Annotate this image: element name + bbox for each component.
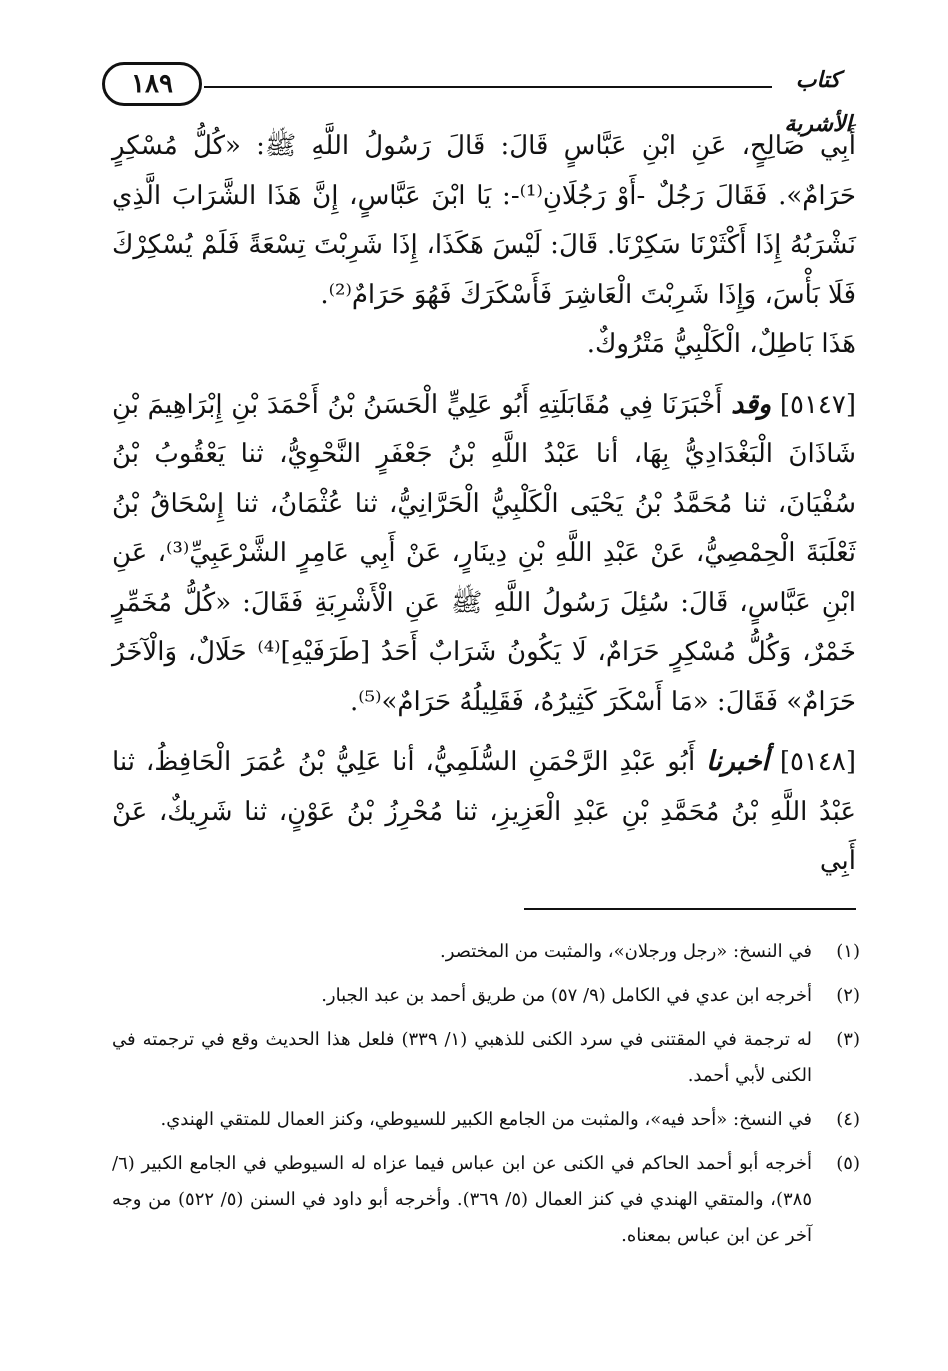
footnote — [112, 1102, 860, 1138]
hadith-paragraph — [112, 737, 856, 887]
main-text — [112, 122, 856, 887]
footnote-text: في النسخ: «رجل ورجلان»، والمثبت من المختصر. — [439, 941, 812, 962]
page-number: ١٨٩ — [102, 62, 202, 106]
hadith-number: [٥١٤٨] — [779, 747, 857, 777]
hadith-lead-word: وقد — [731, 388, 772, 420]
footnote-number: (٣) — [836, 1029, 860, 1050]
footnote-text: أخرجه ابن عدي في الكامل (٩/ ٥٧) من طريق أحمد بن عبد الجبار. — [321, 985, 812, 1006]
paragraph: أَبِي صَالِحٍ، عَنِ ابْنِ عَبَّاسٍ قَالَ: قَالَ رَسُولُ اللَّهِ ﷺ: «كُلُّ مُسْكِرٍ حَرَامٌ». فَقَالَ رَجُلٌ -أَوْ رَجُلَانِ⁽¹⁾-: يَا ابْنَ عَبَّاسٍ، إِنَّ هَذَا الشَّرَابَ الَّذِي نَشْرَبُهُ إِذَا أَكْثَرْنَا سَكِرْنَا. قَالَ: لَيْسَ هَكَذَا، إِذَا شَرِبْتَ تِسْعَةً فَلَمْ يُسْكِرْكَ فَلَا بَأْسَ، وَإِذَا شَرِبْتَ الْعَاشِرَ فَأَسْكَرَكَ فَهُوَ حَرَامٌ⁽²⁾. — [112, 131, 857, 310]
footnote — [112, 1022, 860, 1094]
page-header — [100, 58, 860, 137]
hadith-text: أَبُو عَبْدِ الرَّحْمَنِ السُّلَمِيُّ، أنا عَلِيُّ بْنُ عُمَرَ الْحَافِظُ، ثنا عَبْدُ اللَّهِ بْنُ مُحَمَّدِ بْنِ عَبْدِ الْعَزِيزِ، ثنا مُحْرِزُ بْنُ عَوْنٍ، ثنا شَرِيكٌ، عَنْ أَبِي — [112, 747, 856, 876]
paragraph-comment: هَذَا بَاطِلٌ، الْكَلْبِيُّ مَتْرُوكٌ. — [586, 329, 856, 359]
footnote-text: له ترجمة في المقتنى في سرد الكنى للذهبي (١/ ٣٣٩) فلعل هذا الحديث وقع في ترجمته في الكنى لأبي أحمد. — [112, 1029, 812, 1086]
footnote — [112, 934, 860, 970]
footnote-text: أخرجه أبو أحمد الحاكم في الكنى عن ابن عباس فيما عزاه له السيوطي في الجامع الكبير (٦/ ٣٨٥)، والمتقي الهندي في كنز العمال (٥/ ٣٦٩). وأخرجه أبو داود في السنن (٥/ ٥٢٢) من وجه آخر عن ابن عباس بمعناه. — [112, 1153, 812, 1246]
hadith-lead-word: أخبرنا — [706, 746, 770, 777]
hadith-number: [٥١٤٧] — [779, 389, 857, 420]
book-title-ornament: كتاب الأشربة — [784, 67, 852, 137]
footnote-number: (٥) — [836, 1153, 860, 1174]
footnote — [112, 978, 860, 1014]
footnotes — [112, 934, 860, 1262]
footnote-number: (٢) — [836, 985, 860, 1006]
footnote-number: (١) — [836, 941, 860, 962]
footnote-text: في النسخ: «أحد فيه»، والمثبت من الجامع الكبير للسيوطي، وكنز العمال للمتقي الهندي. — [160, 1109, 812, 1130]
footnote-separator — [524, 908, 856, 910]
hadith-text: أَخْبَرَنَا فِي مُقَابَلَتِهِ أَبُو عَلِيٍّ الْحَسَنُ بْنُ أَحْمَدَ بْنِ إِبْرَاهِيمَ بْنِ شَاذَانَ الْبَغْدَادِيُّ بِهَا، أنا عَبْدُ اللَّهِ بْنُ جَعْفَرٍ النَّحْوِيُّ، ثنا يَعْقُوبُ بْنُ سُفْيَانَ، ثنا مُحَمَّدُ بْنُ يَحْيَى الْكَلْبِيُّ الْحَرَّانِيُّ، ثنا عُثْمَانُ، ثنا إِسْحَاقُ بْنُ ثَعْلَبَةَ الْحِمْصِيُّ، عَنْ عَبْدِ اللَّهِ بْنِ دِينَارٍ، عَنْ أَبِي عَامِرٍ الشَّرْعَبِيِّ⁽³⁾، عَنِ ابْنِ عَبَّاسٍ، قَالَ: سُئِلَ رَسُولُ اللَّهِ ﷺ عَنِ الْأَشْرِبَةِ فَقَالَ: «كُلُّ مُخَمِّرٍ خَمْرٌ، وَكُلُّ مُسْكِرٍ حَرَامٌ، لَا يَكُونُ شَرَابٌ أَحَدُ [طَرَفَيْهِ]⁽⁴⁾ حَلَالٌ، وَالْآخَرُ حَرَامٌ» فَقَالَ: «مَا أَسْكَرَ كَثِيرُهُ، فَقَلِيلُهُ حَرَامٌ»⁽⁵⁾. — [112, 389, 857, 717]
footnote — [112, 1146, 860, 1254]
header-rule — [204, 86, 772, 88]
hadith-paragraph — [112, 380, 856, 728]
footnote-number: (٤) — [836, 1109, 860, 1130]
